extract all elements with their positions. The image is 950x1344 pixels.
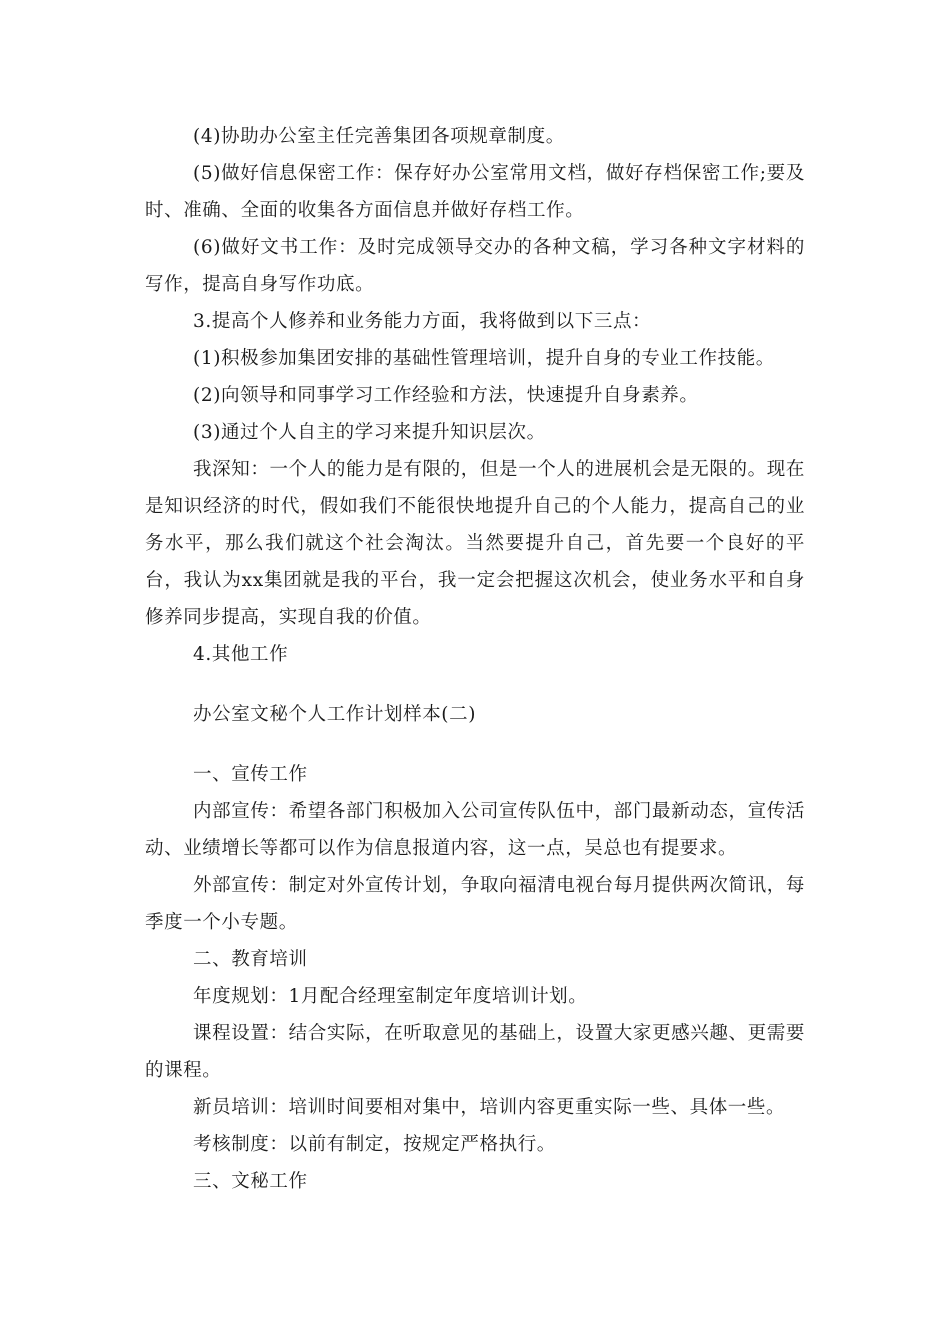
spacer	[145, 673, 805, 696]
paragraph-internal-publicity: 内部宣传：希望各部门积极加入公司宣传队伍中，部门最新动态，宣传活动、业绩增长等都可以作为信息报道内容，这一点，吴总也有提要求。	[145, 801, 805, 859]
paragraph-annual-plan: 年度规划：1月配合经理室制定年度培训计划。	[193, 986, 588, 1007]
document-subtitle: 办公室文秘个人工作计划样本(二)	[193, 704, 477, 725]
paragraph-item-5: (5)做好信息保密工作：保存好办公室常用文档，做好存档保密工作;要及时、准确、全面的收集各方面信息并做好存档工作。	[145, 163, 805, 221]
section-heading-publicity: 一、宣传工作	[193, 764, 308, 785]
document-body	[145, 118, 805, 1200]
section-heading-3: 3.提高个人修养和业务能力方面，我将做到以下三点：	[193, 311, 652, 332]
paragraph-reflection: 我深知：一个人的能力是有限的，但是一个人的进展机会是无限的。现在是知识经济的时代，假如我们不能很快地提升自己的个人能力，提高自己的业务水平，那么我们就这个社会淘汰。当然要提升自己，首先要一个良好的平台，我认为xx集团就是我的平台，我一定会把握这次机会，使业务水平和自身修养同步提高，实现自我的价值。	[145, 459, 805, 628]
paragraph-item-1: (1)积极参加集团安排的基础性管理培训，提升自身的专业工作技能。	[193, 348, 775, 369]
spacer	[145, 733, 805, 756]
paragraph-assessment: 考核制度：以前有制定，按规定严格执行。	[193, 1134, 556, 1155]
paragraph-new-staff-training: 新员培训：培训时间要相对集中，培训内容更重实际一些、具体一些。	[193, 1097, 786, 1118]
paragraph-item-6: (6)做好文书工作：及时完成领导交办的各种文稿，学习各种文字材料的写作，提高自身写作功底。	[145, 237, 805, 295]
paragraph-item-2: (2)向领导和同事学习工作经验和方法，快速提升自身素养。	[193, 385, 699, 406]
paragraph-course-setting: 课程设置：结合实际，在听取意见的基础上，设置大家更感兴趣、更需要的课程。	[145, 1023, 805, 1081]
section-heading-4: 4.其他工作	[193, 644, 289, 665]
section-heading-training: 二、教育培训	[193, 949, 308, 970]
section-heading-secretarial: 三、文秘工作	[193, 1171, 308, 1192]
paragraph-item-3: (3)通过个人自主的学习来提升知识层次。	[193, 422, 546, 443]
paragraph-external-publicity: 外部宣传：制定对外宣传计划，争取向福清电视台每月提供两次简讯，每季度一个小专题。	[145, 875, 805, 933]
paragraph-item-4: (4)协助办公室主任完善集团各项规章制度。	[193, 126, 565, 147]
